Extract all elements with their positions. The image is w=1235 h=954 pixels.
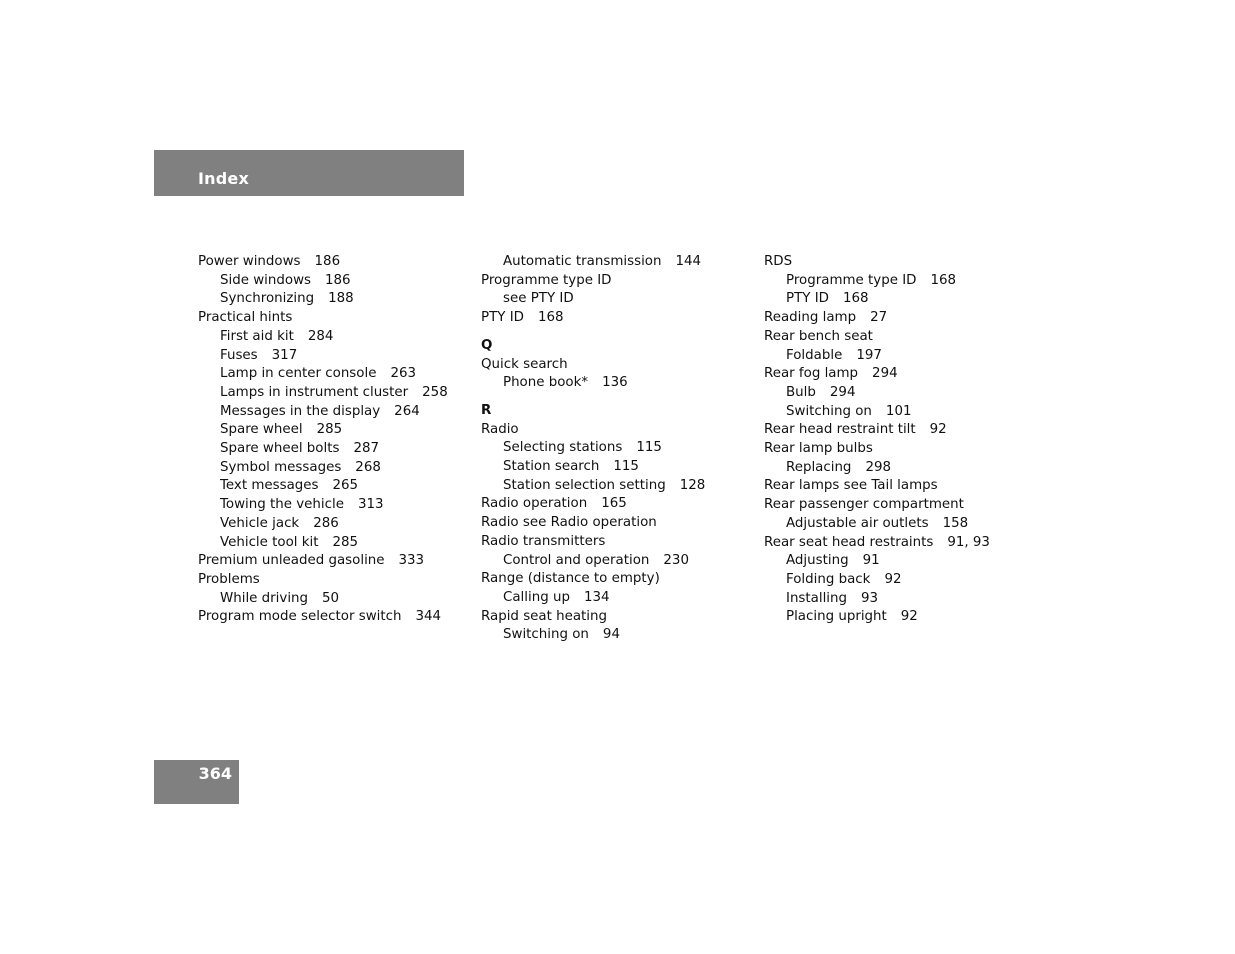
entry-page-ref[interactable]: 136: [602, 375, 628, 391]
entry-text: Rear bench seat: [764, 328, 873, 344]
index-entry: [764, 365, 1034, 384]
entry-text: PTY ID: [786, 291, 829, 307]
index-entry: [198, 608, 468, 627]
entry-text: Installing: [786, 590, 848, 606]
entry-text: Programme type ID: [481, 272, 612, 288]
entry-text: Range (distance to empty): [481, 571, 660, 587]
entry-text: Rear passenger compartment: [764, 497, 964, 513]
index-entry: [481, 421, 751, 440]
index-subentry: [764, 608, 1034, 627]
entry-text: Text messages: [220, 478, 319, 494]
entry-text: Q: [481, 337, 493, 353]
entry-text: Switching on: [786, 403, 872, 419]
entry-text: Vehicle jack: [220, 515, 300, 531]
index-subentry: [198, 440, 468, 459]
index-subentry: [198, 347, 468, 366]
entry-page-ref[interactable]: 333: [398, 553, 425, 569]
index-subentry: [764, 403, 1034, 422]
entry-page-ref[interactable]: 268: [355, 459, 381, 475]
entry-text: Switching on: [503, 627, 589, 643]
index-subentry: [481, 290, 751, 309]
entry-page-ref[interactable]: 134: [583, 589, 610, 605]
index-subentry: [198, 272, 468, 291]
entry-text: RDS: [764, 254, 793, 269]
entry-text: Synchronizing: [220, 291, 315, 307]
index-entry: [764, 440, 1034, 459]
entry-page-ref[interactable]: 168: [930, 272, 957, 288]
page-number-tab: [154, 760, 239, 804]
index-subentry: [198, 515, 468, 534]
entry-page-ref[interactable]: 144: [675, 254, 702, 269]
entry-page-ref[interactable]: 344: [415, 609, 442, 625]
entry-page-ref[interactable]: 265: [332, 478, 359, 494]
index-entry: [481, 514, 751, 533]
entry-text: Practical hints: [198, 310, 293, 326]
index-subentry: [764, 347, 1034, 366]
entry-text: Symbol messages: [220, 459, 342, 475]
index-subentry: [198, 403, 468, 422]
index-column-1: [198, 253, 468, 627]
entry-text: Messages in the display: [220, 403, 381, 419]
entry-text: Bulb: [786, 384, 816, 400]
entry-page-ref[interactable]: 284: [307, 328, 334, 344]
index-subentry: [198, 496, 468, 515]
index-entry: [198, 253, 468, 272]
index-entry: [198, 571, 468, 590]
index-subentry: [198, 459, 468, 478]
entry-page-ref[interactable]: 92: [884, 571, 902, 587]
entry-text: Rear lamps see Tail lamps: [764, 478, 938, 494]
entry-page-ref[interactable]: 92: [900, 609, 918, 625]
index-subentry: [481, 626, 751, 645]
index-entry: [481, 356, 751, 375]
entry-text: Lamps in instrument cluster: [220, 384, 409, 400]
index-entry: [481, 495, 751, 514]
entry-text: Station selection setting: [503, 477, 666, 493]
index-entry: [481, 608, 751, 627]
index-subentry: [198, 421, 468, 440]
entry-text: Program mode selector switch: [198, 609, 402, 625]
entry-page-ref[interactable]: 94: [602, 627, 620, 643]
entry-text: Problems: [198, 571, 260, 587]
entry-text: Fuses: [220, 347, 258, 363]
section-title: Index: [198, 169, 249, 188]
entry-page-ref[interactable]: 186: [314, 254, 341, 269]
index-entry: [481, 309, 751, 328]
entry-text: Adjusting: [786, 553, 849, 569]
index-subentry: [764, 590, 1034, 609]
entry-page-ref[interactable]: 168: [537, 310, 564, 326]
entry-page-ref[interactable]: 230: [663, 552, 689, 568]
entry-page-ref[interactable]: 91: [862, 553, 880, 569]
entry-page-ref[interactable]: 93: [861, 590, 879, 606]
entry-text: Adjustable air outlets: [786, 515, 929, 531]
index-entry: [198, 309, 468, 328]
index-entry: [198, 552, 468, 571]
index-subentry: [198, 365, 468, 384]
index-entry: [764, 253, 1034, 272]
index-subentry: [481, 253, 751, 272]
entry-page-ref[interactable]: 263: [390, 366, 417, 382]
entry-text: Power windows: [198, 254, 301, 269]
index-subentry: [481, 589, 751, 608]
entry-page-ref[interactable]: 158: [942, 515, 969, 531]
entry-text: Placing upright: [786, 609, 887, 625]
index-subentry: [481, 552, 751, 571]
entry-text: Spare wheel: [220, 422, 303, 438]
entry-page-ref[interactable]: 115: [636, 440, 662, 456]
section-header: [154, 150, 464, 196]
entry-text: Calling up: [503, 589, 570, 605]
index-column-3: [764, 253, 1034, 627]
index-subentry: [764, 384, 1034, 403]
entry-page-ref[interactable]: 128: [679, 477, 706, 493]
index-entry: [764, 309, 1034, 328]
entry-text: Automatic transmission: [503, 254, 662, 269]
entry-text: Reading lamp: [764, 310, 857, 326]
index-subentry: [198, 328, 468, 347]
index-subentry: [764, 552, 1034, 571]
entry-text: Vehicle tool kit: [220, 534, 319, 550]
index-subentry: [764, 459, 1034, 478]
entry-text: Spare wheel bolts: [220, 441, 340, 457]
entry-text: First aid kit: [220, 328, 294, 344]
page-number: 364: [198, 764, 232, 783]
index-entry: [481, 533, 751, 552]
entry-text: Quick search: [481, 356, 568, 372]
entry-page-ref[interactable]: 285: [332, 534, 359, 550]
index-subentry: [764, 272, 1034, 291]
entry-page-ref[interactable]: 197: [856, 347, 882, 363]
entry-text: Radio see Radio operation: [481, 515, 657, 531]
index-subentry: [481, 439, 751, 458]
entry-text: PTY ID: [481, 310, 524, 326]
entry-text: Replacing: [786, 459, 852, 475]
entry-page-ref[interactable]: 317: [271, 347, 298, 363]
entry-page-ref[interactable]: 168: [842, 291, 869, 307]
entry-text: see PTY ID: [503, 291, 574, 307]
entry-text: Control and operation: [503, 552, 650, 568]
entry-text: Programme type ID: [786, 272, 917, 288]
index-column-2: [481, 253, 751, 645]
index-subentry: [198, 384, 468, 403]
entry-page-ref[interactable]: 92: [929, 422, 947, 438]
entry-page-ref[interactable]: 294: [829, 384, 856, 400]
entry-text: Rapid seat heating: [481, 608, 608, 624]
index-subentry: [198, 477, 468, 496]
index-entry: [481, 272, 751, 291]
entry-page-ref[interactable]: 313: [357, 497, 384, 513]
index-subentry: [198, 590, 468, 609]
entry-page-ref[interactable]: 101: [885, 403, 912, 419]
entry-text: Premium unleaded gasoline: [198, 553, 385, 569]
index-entry: [481, 570, 751, 589]
entry-page-ref[interactable]: 258: [422, 384, 448, 400]
index-entry: [764, 328, 1034, 347]
entry-text: Lamp in center console: [220, 366, 377, 382]
entry-text: Phone book*: [503, 375, 589, 391]
entry-text: Foldable: [786, 347, 843, 363]
entry-page-ref[interactable]: 188: [328, 291, 354, 307]
index-entry: [764, 496, 1034, 515]
index-subentry: [764, 515, 1034, 534]
index-subentry: [198, 290, 468, 309]
entry-page-ref[interactable]: 286: [313, 515, 339, 531]
entry-page-ref[interactable]: 91, 93: [947, 534, 990, 550]
index-subentry: [764, 290, 1034, 309]
entry-page-ref[interactable]: 264: [394, 403, 420, 419]
entry-page-ref[interactable]: 50: [322, 590, 340, 606]
entry-text: Radio operation: [481, 496, 588, 512]
index-letter-heading: [481, 402, 751, 421]
entry-text: Station search: [503, 459, 600, 475]
index-subentry: [481, 458, 751, 477]
entry-text: Radio: [481, 421, 519, 437]
entry-page-ref[interactable]: 27: [870, 310, 888, 326]
index-entry: [764, 421, 1034, 440]
index-entry: [764, 534, 1034, 553]
index-subentry: [198, 534, 468, 553]
index-subentry: [481, 477, 751, 496]
entry-page-ref[interactable]: 165: [601, 496, 627, 512]
entry-page-ref[interactable]: 294: [872, 366, 898, 382]
entry-page-ref[interactable]: 186: [325, 272, 351, 288]
entry-page-ref[interactable]: 298: [865, 459, 891, 475]
entry-text: While driving: [220, 590, 309, 606]
index-letter-heading: [481, 337, 751, 356]
entry-page-ref[interactable]: 285: [316, 422, 343, 438]
index-subentry: [764, 571, 1034, 590]
index-subentry: [481, 374, 751, 393]
entry-text: Rear lamp bulbs: [764, 441, 873, 457]
entry-page-ref[interactable]: 287: [353, 441, 380, 457]
entry-text: Selecting stations: [503, 440, 623, 456]
entry-text: Rear head restraint tilt: [764, 422, 916, 438]
index-entry: [764, 477, 1034, 496]
entry-text: Rear seat head restraints: [764, 534, 934, 550]
entry-text: Radio transmitters: [481, 533, 606, 549]
entry-text: Folding back: [786, 571, 871, 587]
entry-text: Side windows: [220, 272, 311, 288]
entry-text: Towing the vehicle: [220, 497, 344, 513]
entry-text: R: [481, 402, 492, 418]
entry-page-ref[interactable]: 115: [613, 459, 639, 475]
entry-text: Rear fog lamp: [764, 366, 859, 382]
